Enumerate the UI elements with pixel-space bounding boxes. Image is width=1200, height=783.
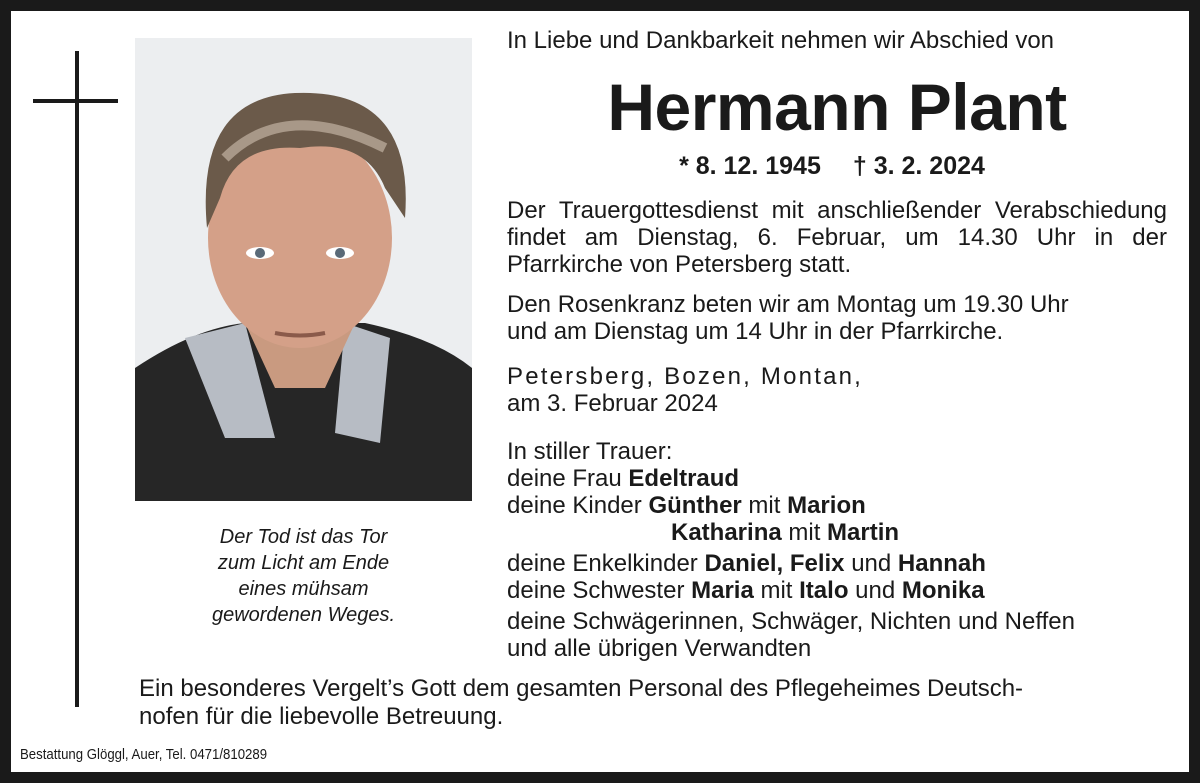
quote-line: eines mühsam (238, 578, 369, 600)
mourner-wife (507, 465, 1167, 492)
label: deine Kinder (507, 492, 649, 519)
cross-icon (75, 51, 79, 707)
birth-date: * 8. 12. 1945 (679, 152, 821, 180)
name: Günther (648, 492, 742, 519)
mourners-heading: In stiller Trauer: (507, 438, 673, 465)
death-date: † 3. 2. 2024 (852, 152, 985, 180)
label: und (844, 550, 898, 577)
funeral-home-footer: Bestattung Glöggl, Auer, Tel. 0471/810289 (20, 746, 268, 763)
name: Italo (799, 577, 849, 604)
name: Daniel, Felix (704, 550, 845, 577)
mourner-sister (507, 577, 1167, 604)
obituary-notice (11, 11, 1189, 772)
life-dates (507, 153, 1157, 180)
thanks-text (139, 675, 1179, 731)
label: mit (741, 492, 788, 519)
service-text: Der Trauergottesdienst mit anschließender Verabschiedung findet am Dienstag, 6. Februar, um 14.30 Uhr in der Pfarrkirche von Petersberg statt. (507, 197, 1167, 278)
rosary-line: Den Rosenkranz beten wir am Montag um 19.30 Uhr (507, 291, 1069, 318)
label: deine Schwester (507, 577, 692, 604)
mourner-rest: und alle übrigen Verwandten (507, 635, 812, 662)
mourner-children (507, 492, 1167, 519)
quote-line: Der Tod ist das Tor (219, 526, 388, 548)
label: mit (753, 577, 800, 604)
quote-line: zum Licht am Ende (217, 552, 390, 574)
label: deine Frau (507, 465, 629, 492)
thanks-line: Ein besonderes Vergelt’s Gott dem gesamten Personal des Pflegeheimes Deutsch- (139, 675, 1024, 702)
mourner-grandchildren (507, 550, 1167, 577)
place-date (507, 363, 1167, 417)
mourner-inlaws: deine Schwägerinnen, Schwäger, Nichten und Neffen (507, 608, 1075, 635)
name: Hannah (897, 550, 986, 577)
label: und (848, 577, 902, 604)
deceased-name: Hermann Plant (607, 70, 1067, 144)
name: Martin (827, 519, 900, 546)
name: Marion (787, 492, 866, 519)
name: Katharina (671, 519, 782, 546)
mourners-list (507, 438, 1167, 662)
quote (161, 524, 446, 628)
rosary-text (507, 291, 1167, 345)
date: am 3. Februar 2024 (507, 390, 718, 417)
label: deine Enkelkinder (507, 550, 705, 577)
intro-text: In Liebe und Dankbarkeit nehmen wir Abschied von (507, 27, 1055, 54)
label: mit (781, 519, 828, 546)
rosary-line: und am Dienstag um 14 Uhr in der Pfarrkirche. (507, 318, 1004, 345)
thanks-line: nofen für die liebevolle Betreuung. (139, 703, 504, 730)
name: Edeltraud (628, 465, 740, 492)
mourner-children-2 (507, 519, 1167, 546)
portrait-photo (135, 38, 472, 501)
place: Petersberg, Bozen, Montan, (507, 363, 864, 390)
cross-icon-bar (33, 99, 118, 103)
name: Maria (691, 577, 754, 604)
quote-line: gewordenen Weges. (211, 604, 396, 626)
name: Monika (901, 577, 985, 604)
